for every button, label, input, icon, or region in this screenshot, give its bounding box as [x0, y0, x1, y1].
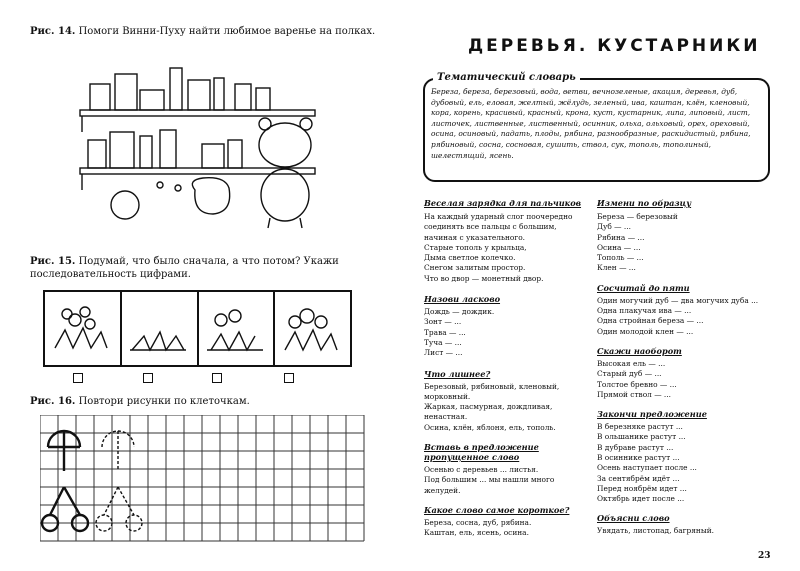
text-line: Дуб — ... [597, 222, 631, 232]
text-line: Каштан, ель, ясень, осина. [424, 528, 529, 538]
text-line: Осина, клён, яблоня, ель, тополь. [424, 422, 556, 432]
text-line: Один молодой клен — ... [597, 326, 694, 336]
section-heading: Назови ласково [424, 294, 501, 305]
text-line: В березняке растут ... [597, 422, 683, 432]
text-line: соединять все пальцы с большим, начиная с указательного. [424, 222, 557, 242]
text-line: Березовый, рябиновый, кленовый, [424, 381, 560, 391]
section-body [597, 296, 772, 337]
text-line: Под большим ... мы нашли много желудей. [424, 475, 555, 495]
section-body [597, 422, 772, 504]
section-heading: Что лишнее? [424, 368, 491, 379]
text-line: В дубраве растут ... [597, 442, 674, 452]
section-heading: Сосчитай до пяти [597, 282, 690, 293]
section-body [597, 526, 772, 536]
text-line: Осина — ... [597, 242, 641, 252]
flower-bush-icon [45, 292, 117, 362]
section-heading: Веселая зарядка для пальчиков [424, 198, 582, 208]
section-body [424, 465, 592, 496]
page-number: 23 [758, 551, 771, 561]
fig16-caption: Рис. 16. Повтори рисунки по клеточкам. [30, 396, 250, 407]
text-line: Октябрь идет после ... [597, 494, 685, 504]
text-line: Увядать, листопад, багряный. [597, 525, 715, 535]
answer-box-3[interactable] [212, 373, 222, 383]
text-line: Береза — березовый [597, 212, 678, 221]
text-line: Трава — ... [424, 327, 466, 337]
answer-box-2[interactable] [143, 373, 153, 383]
answer-box-4[interactable] [284, 373, 294, 383]
text-line: Перед ноябрём идет ... [597, 483, 687, 493]
frame-2 [122, 292, 199, 365]
text-line: Жаркая, пасмурная, дождливая, ненастная. [424, 402, 553, 422]
answer-box-1[interactable] [73, 373, 83, 383]
text-line: За сентябрём идёт ... [597, 473, 680, 483]
shelves-illustration [60, 60, 360, 230]
frame-4 [275, 292, 350, 365]
text-line: Старый дуб — ... [597, 369, 662, 379]
text-line: Один могучий дуб — два могучих дуба ... [597, 295, 759, 305]
text-line: Лист — ... [424, 348, 463, 358]
text-line: Осенью с деревьев ... листья. [424, 465, 539, 475]
text-line: Клен — ... [597, 263, 636, 273]
text-line: Рябина — ... [597, 232, 645, 242]
exercise-column-2 [597, 198, 772, 536]
page-title: ДЕРЕВЬЯ. КУСТАРНИКИ [468, 36, 761, 56]
text-line: Высокая ель — ... [597, 358, 666, 368]
text-line: В ольшанике растут ... [597, 432, 686, 442]
section-heading: Какое слово самое короткое? [424, 504, 570, 515]
fig14-caption: Рис. 14. Помоги Винни-Пуху найти любимое варенье на полках. [30, 26, 376, 37]
grass-icon [122, 292, 194, 362]
section-heading: Объясни слово [597, 512, 670, 523]
text-line: На каждый ударный слог поочередно [424, 212, 573, 221]
section-heading: Вставь в предложение пропущенное слово [424, 442, 539, 463]
sequence-frames [43, 290, 352, 367]
text-line: Зонт — ... [424, 317, 462, 327]
section-body [424, 382, 592, 433]
section-heading: Измени по образцу [597, 198, 692, 208]
section-body [597, 359, 772, 400]
text-line: Одна плакучая ива — ... [597, 306, 692, 316]
text-line: Одна стройная береза — ... [597, 316, 704, 326]
text-line: морковный. [424, 391, 471, 401]
text-line: Тополь — ... [597, 253, 644, 263]
section-body [424, 518, 592, 539]
flowers-icon [275, 292, 347, 362]
vocab-heading: Тематический словарь [433, 72, 580, 83]
section-heading: Скажи наоборот [597, 345, 682, 356]
text-line: Снегом залитым простор. [424, 263, 526, 273]
text-line: Осень наступает после ... [597, 463, 697, 473]
text-line: Толстое бревно — ... [597, 379, 677, 389]
section-body [597, 212, 772, 274]
section-heading: Закончи предложение [597, 409, 707, 420]
frame-1 [45, 292, 122, 365]
exercise-column-1 [424, 198, 592, 539]
text-line: Старые тополь у крыльца, [424, 242, 527, 252]
text-line: Береза, сосна, дуб, рябина. [424, 517, 532, 527]
text-line: Что во двор — монетный двор. [424, 273, 544, 283]
section-body [424, 307, 592, 358]
text-line: Туча — ... [424, 337, 462, 347]
copy-grid [40, 415, 370, 555]
text-line: Дождь — дождик. [424, 307, 495, 317]
text-line: Прямой ствол — ... [597, 389, 671, 399]
text-line: Дыма светлое колечко. [424, 253, 516, 263]
frame-3 [199, 292, 276, 365]
flower-sprout-icon [199, 292, 271, 362]
text-line: В осиннике растут ... [597, 453, 680, 463]
vocab-box [423, 72, 770, 182]
section-body [424, 212, 592, 284]
fig15-caption: Рис. 15. Подумай, что было сначала, а что потом? Укажи последовательность цифрами. [30, 256, 339, 280]
vocab-text: Береза, береза, березовый, вода, ветви, вечнозеленые, акация, деревья, дуб, дубовый, ель, еловая, желтый, жёлудь, зеленый, ива, каштан, клён, кленовый, кора, корень, красивый, красный, крона, куст, кустарник, липа, липовый, лист, листочек, лиственные, лиственный, осинник, ольха, ольховый, орех, ореховый, осина, осиновый, падать, плоды, рябина, разнообразные, раскидистый, рябина, рябиновый, сосна, сосновая, сушить, ствол, сук, тополь, тополиный, шелестящий, ясень. [431, 87, 751, 160]
